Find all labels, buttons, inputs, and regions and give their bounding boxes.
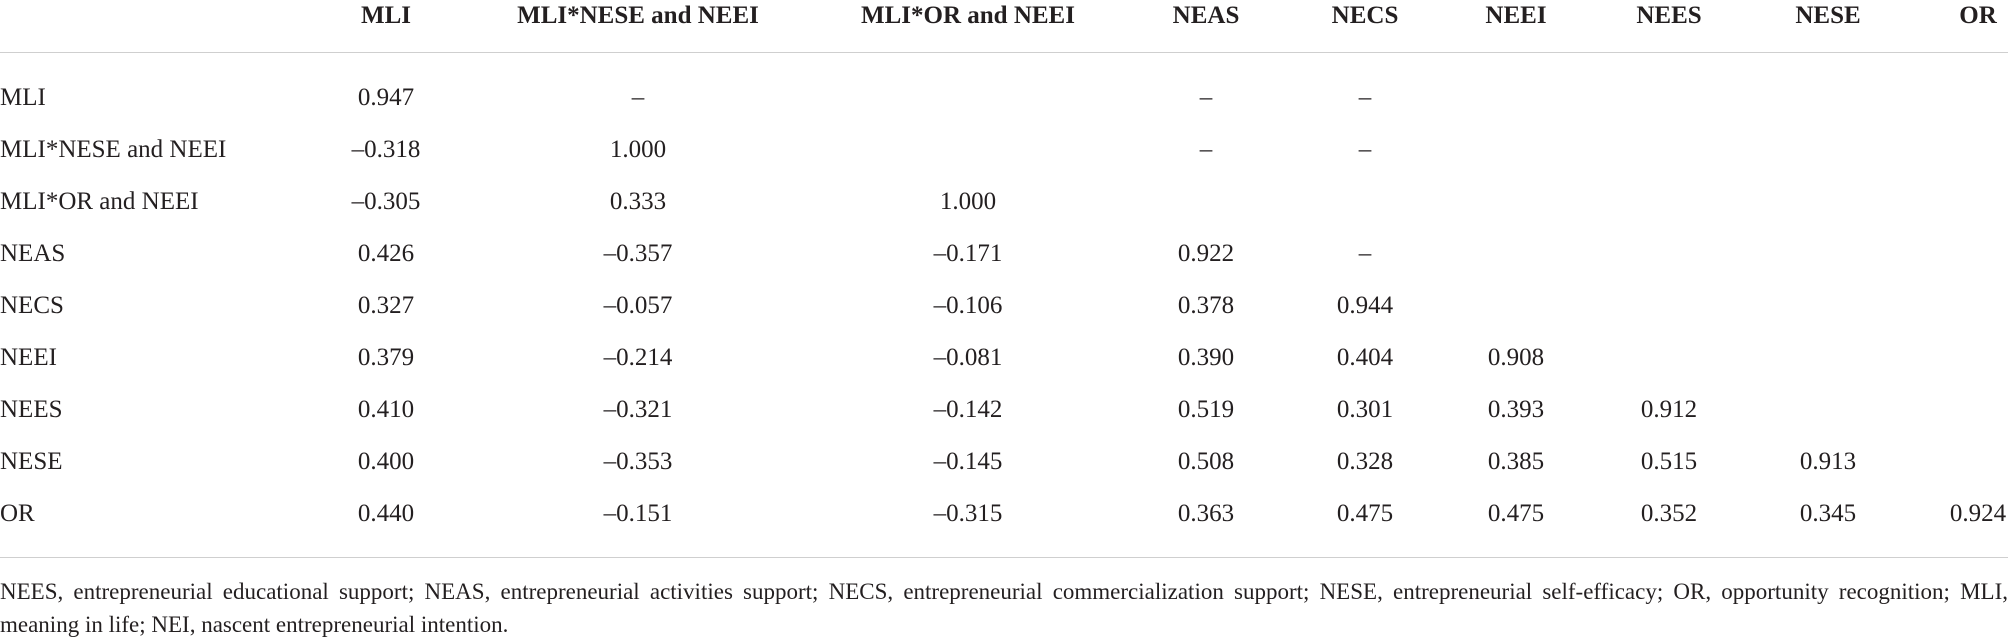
row-label: NEAS: [0, 240, 66, 267]
table-cell: 0.912: [1640, 396, 1698, 423]
row-label: OR: [0, 500, 35, 527]
table-cell: 0.475: [1336, 500, 1394, 527]
table-row: [0, 436, 2008, 488]
table-cell: –0.081: [933, 344, 1003, 371]
table-row: [0, 72, 2008, 124]
column-header-nees: NEES: [1636, 2, 1702, 29]
table-cell: 0.363: [1177, 500, 1235, 527]
table-cell: –0.305: [351, 188, 421, 215]
table-cell: 0.908: [1487, 344, 1545, 371]
column-header-neei: NEEI: [1485, 2, 1547, 29]
table-cell: 0.327: [357, 292, 415, 319]
table-cell: –: [1358, 136, 1372, 163]
table-footnote: NEES, entrepreneurial educational support; NEAS, entrepreneurial activities support; NECS, entrepreneurial commercialization support; NESE, entrepreneurial self-efficacy; OR, opportunity recognition; MLI, meaning in life; NEI, nascent entrepreneurial intention.: [0, 579, 2008, 637]
table-cell: –0.057: [603, 292, 673, 319]
table-cell: 0.944: [1336, 292, 1394, 319]
table-cell: 0.333: [609, 188, 667, 215]
table-cell: –: [1358, 84, 1372, 111]
row-label: MLI: [0, 84, 46, 111]
column-header-mli-nese-neei: MLI*NESE and NEEI: [517, 2, 759, 29]
table-cell: 0.352: [1640, 500, 1698, 527]
table-cell: –0.321: [603, 396, 673, 423]
table-cell: 0.345: [1799, 500, 1857, 527]
table-cell: 0.440: [357, 500, 415, 527]
table-cell: 0.475: [1487, 500, 1545, 527]
table-cell: –0.106: [933, 292, 1003, 319]
table-cell: –0.214: [603, 344, 673, 371]
table-cell: 0.410: [357, 396, 415, 423]
table-cell: –: [1199, 84, 1213, 111]
table-cell: 0.922: [1177, 240, 1235, 267]
table-row: [0, 280, 2008, 332]
table-cell: –0.151: [603, 500, 673, 527]
row-label: NESE: [0, 448, 63, 475]
table-cell: 1.000: [939, 188, 997, 215]
table-cell: 0.385: [1487, 448, 1545, 475]
table-cell: –0.318: [351, 136, 421, 163]
table-cell: –0.171: [933, 240, 1003, 267]
table-row: [0, 228, 2008, 280]
table-cell: 0.515: [1640, 448, 1698, 475]
table-cell: 0.404: [1336, 344, 1394, 371]
column-header-necs: NECS: [1331, 2, 1399, 29]
table-cell: –: [631, 84, 645, 111]
column-header-nese: NESE: [1795, 2, 1861, 29]
table-row: [0, 488, 2008, 540]
table-cell: –0.357: [603, 240, 673, 267]
table-cell: 0.913: [1799, 448, 1857, 475]
row-label: NEEI: [0, 344, 57, 371]
row-label: NECS: [0, 292, 64, 319]
column-header-mli-or-neei: MLI*OR and NEEI: [861, 2, 1075, 29]
table-cell: 0.508: [1177, 448, 1235, 475]
row-label: MLI*NESE and NEEI: [0, 136, 227, 163]
table-cell: –0.315: [933, 500, 1003, 527]
table-cell: 0.378: [1177, 292, 1235, 319]
table-row: [0, 332, 2008, 384]
table-bottom-rule: [0, 557, 2008, 558]
table-cell: –: [1358, 240, 1372, 267]
column-header-neas: NEAS: [1172, 2, 1240, 29]
table-cell: 0.947: [357, 84, 415, 111]
table-cell: –0.353: [603, 448, 673, 475]
table-cell: –0.145: [933, 448, 1003, 475]
column-header-mli: MLI: [361, 2, 411, 29]
table-row: [0, 124, 2008, 176]
row-label: NEES: [0, 396, 63, 423]
table-cell: 0.519: [1177, 396, 1235, 423]
table-row: [0, 176, 2008, 228]
row-label: MLI*OR and NEEI: [0, 188, 199, 215]
column-header-or: OR: [1959, 2, 1997, 29]
table-header: [0, 0, 2008, 53]
table-row: [0, 384, 2008, 436]
table-cell: –: [1199, 136, 1213, 163]
table-cell: 0.426: [357, 240, 415, 267]
table-cell: 0.390: [1177, 344, 1235, 371]
table-cell: 0.379: [357, 344, 415, 371]
table-cell: 0.328: [1336, 448, 1394, 475]
table-cell: 0.301: [1336, 396, 1394, 423]
table-cell: 0.393: [1487, 396, 1545, 423]
table-cell: 0.924: [1949, 500, 2007, 527]
table-cell: 1.000: [609, 136, 667, 163]
table-cell: 0.400: [357, 448, 415, 475]
table-cell: –0.142: [933, 396, 1003, 423]
